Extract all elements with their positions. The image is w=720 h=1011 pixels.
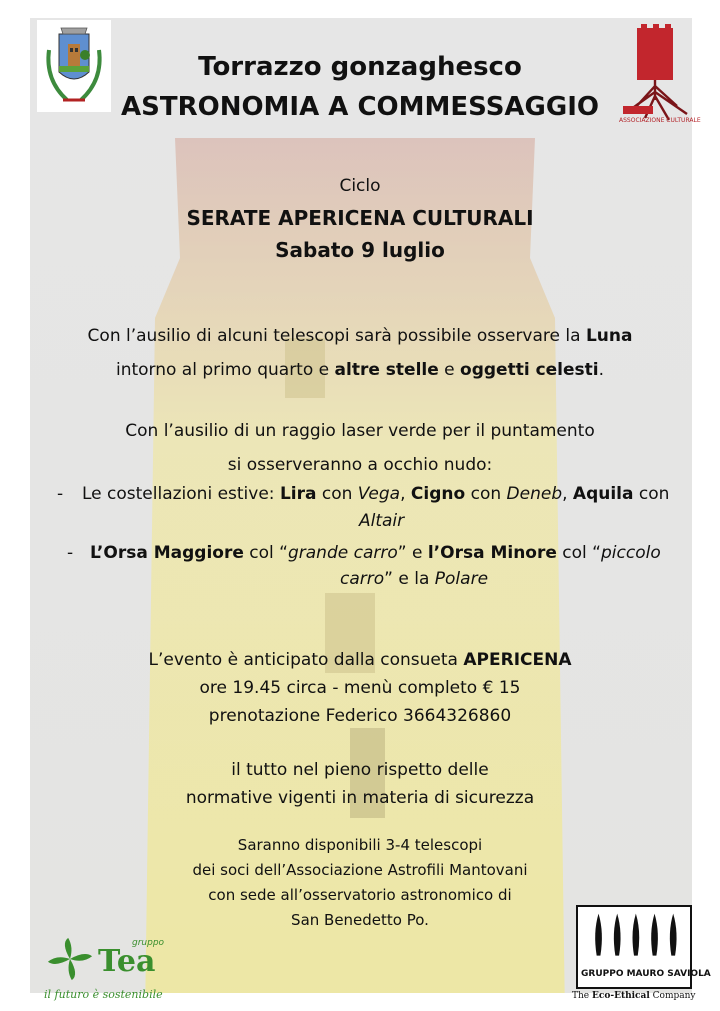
list-item-constellations: Le costellazioni estive: Lira con Vega, Cigno con Deneb, Aquila con (82, 484, 670, 504)
telescopes-line2: intorno al primo quarto e altre stelle e oggetti celesti. (115, 360, 605, 380)
tea-slogan: il futuro è sostenibile (44, 988, 163, 1001)
telescopes-line1: Con l’ausilio di alcuni telescopi sarà possibile osservare la Luna (87, 326, 633, 346)
ciclo-label: Ciclo (339, 176, 381, 196)
apericena-booking: prenotazione Federico 3664326860 (208, 706, 512, 726)
list-item-ursa-cont: carro” e la Polare (340, 569, 489, 589)
footer-note-line3: con sede all’osservatorio astronomico di (208, 886, 512, 904)
title-line1: Torrazzo gonzaghesco (198, 52, 522, 82)
apericena-price: ore 19.45 circa - menù completo € 15 (199, 678, 521, 698)
saviola-tagline: The Eco-Ethical Company (572, 991, 696, 1001)
list-item-constellations-cont: Altair (359, 511, 405, 531)
title-line2: ASTRONOMIA A COMMESSAGGIO (120, 92, 600, 122)
tea-name: Tea (98, 944, 156, 979)
safety-line1: il tutto nel pieno rispetto delle (231, 760, 489, 780)
association-caption: ASSOCIAZIONE CULTURALE (619, 117, 701, 124)
apericena-line1: L’evento è anticipato dalla consueta APERICENA (148, 650, 572, 670)
tea-gruppo-label: gruppo (132, 938, 165, 948)
laser-line1: Con l’ausilio di un raggio laser verde per il puntamento (125, 421, 595, 441)
saviola-name: GRUPPO MAURO SAVIOLA (581, 969, 711, 979)
saviola-logo (572, 903, 711, 1005)
safety-line2: normative vigenti in materia di sicurezza (185, 788, 535, 808)
footer-note-line1: Saranno disponibili 3-4 telescopi (237, 836, 483, 854)
series-title: SERATE APERICENA CULTURALI (186, 206, 534, 230)
list-dash: - (67, 543, 74, 563)
tea-logo (40, 932, 174, 1006)
tea-leaves-icon (42, 936, 98, 982)
footer-note-line2: dei soci dell’Associazione Astrofili Mantovani (192, 861, 528, 879)
saviola-box (576, 905, 711, 989)
list-item-ursa: L’Orsa Maggiore col “grande carro” e l’Orsa Minore col “piccolo (90, 543, 661, 563)
cypress-trees-icon (580, 909, 688, 965)
event-date: Sabato 9 luglio (275, 238, 445, 262)
list-dash: - (57, 484, 64, 504)
laser-line2: si osserveranno a occhio nudo: (227, 455, 493, 475)
footer-note-line4: San Benedetto Po. (291, 911, 429, 929)
